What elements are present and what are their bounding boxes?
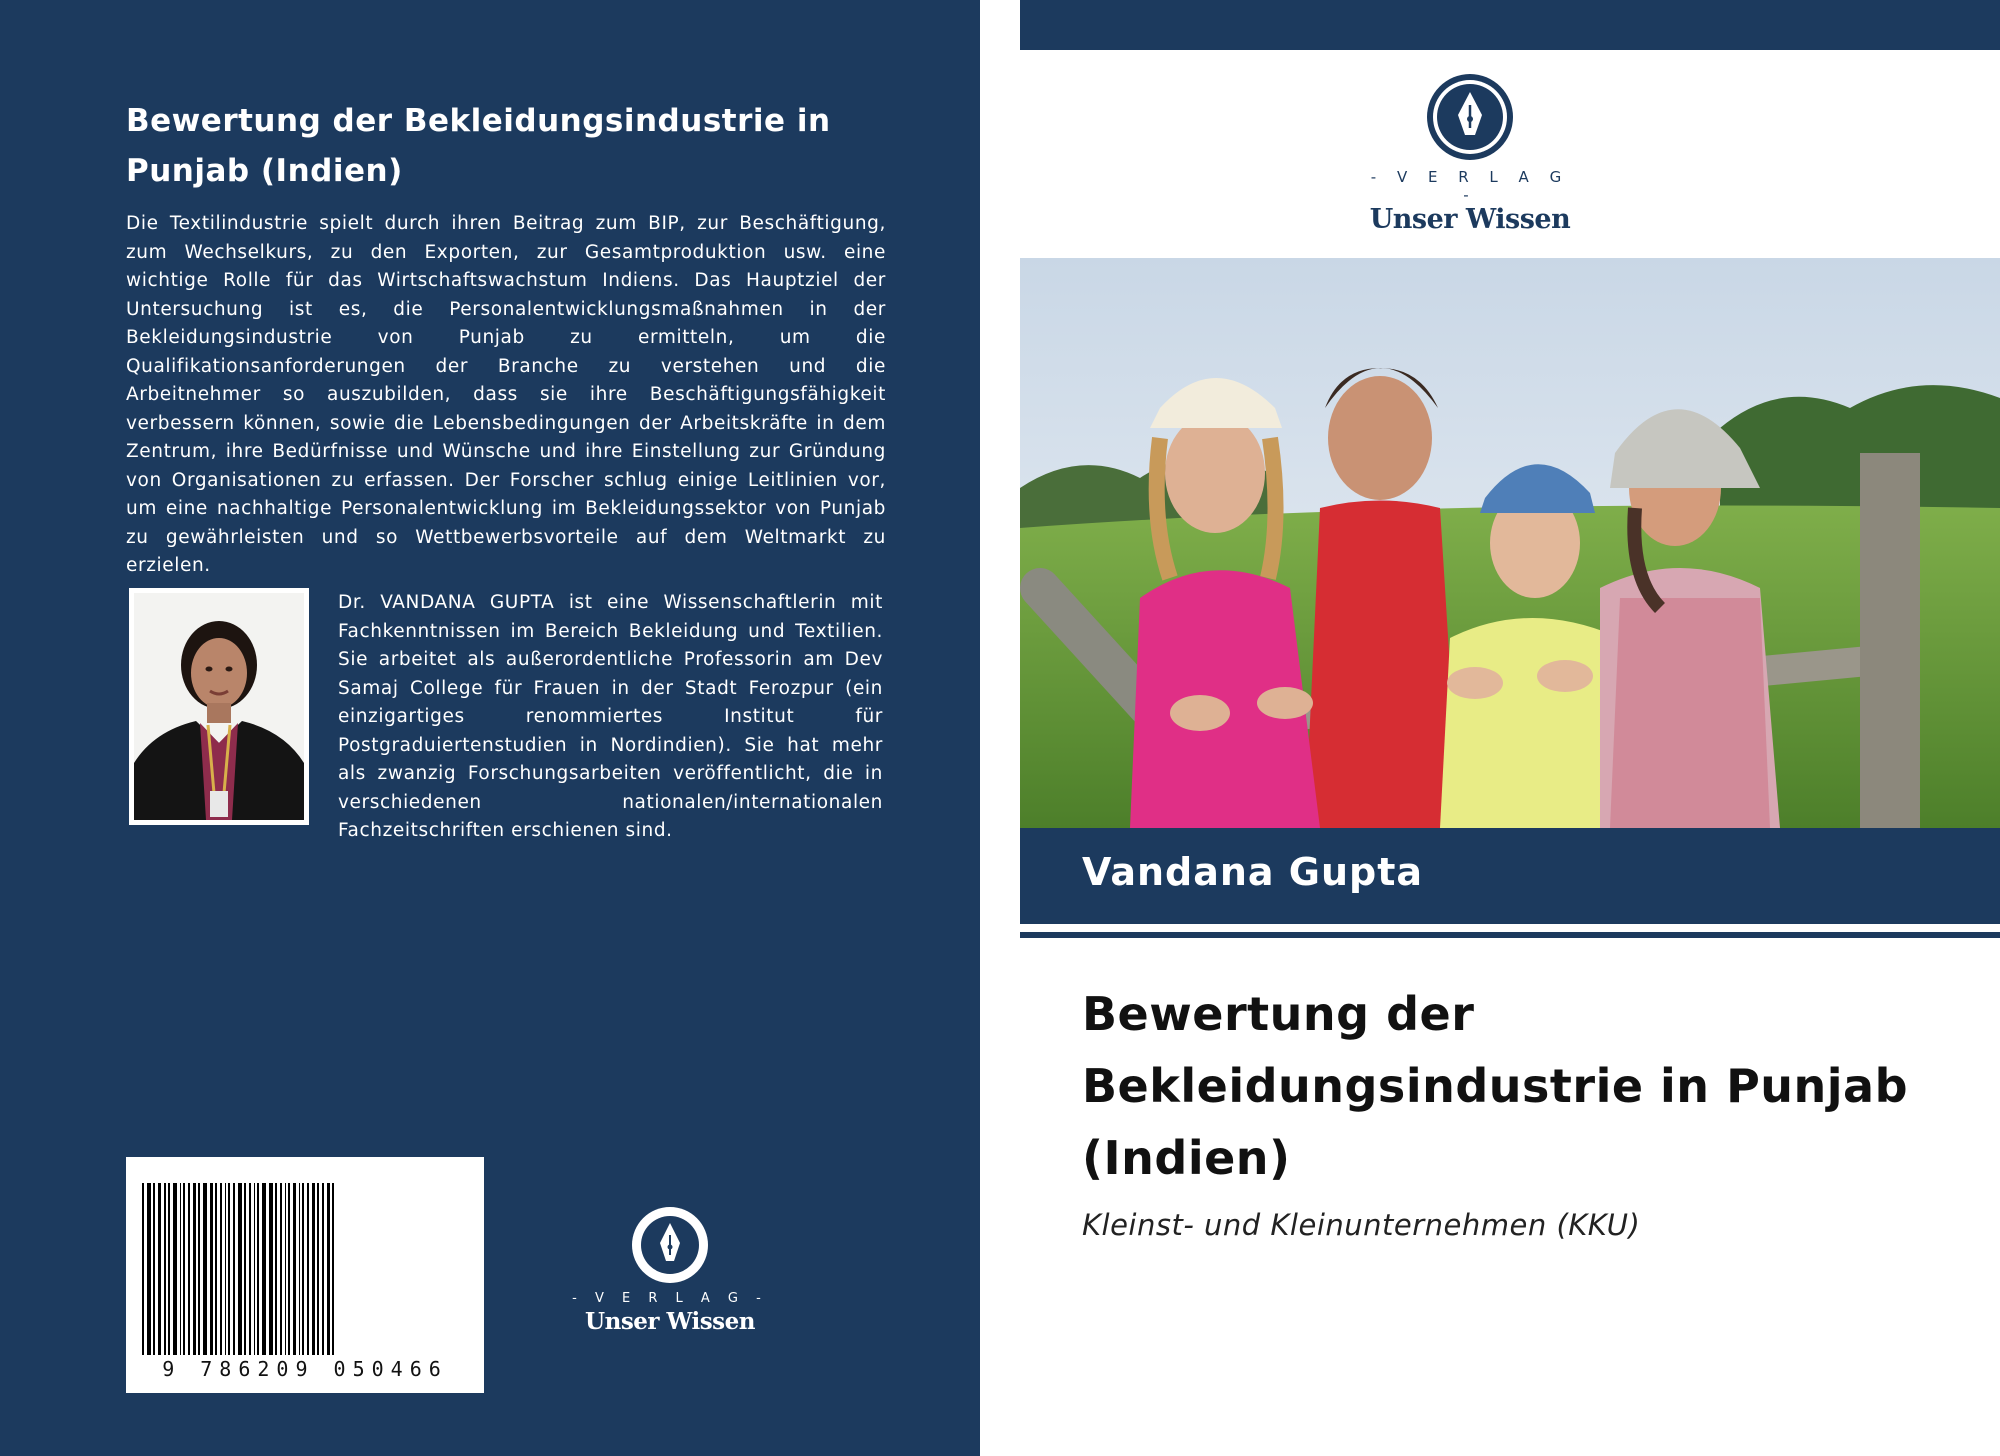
barcode-bar [332,1183,334,1355]
barcode-bar [164,1183,166,1355]
front-publisher-brand: Unser Wissen [1369,204,1571,235]
fountain-pen-seal-icon [1425,72,1515,162]
barcode-bar [312,1183,315,1355]
back-cover-title: Bewertung der Bekleidungsindustrie in Punjab (Indien) [126,103,831,189]
cover-photo [1020,258,2000,828]
barcode-bar [307,1183,309,1355]
fountain-pen-seal-icon [630,1205,710,1285]
back-cover-blurb: Die Textilindustrie spielt durch ihren Beitrag zum BIP, zur Beschäftigung, zum Wechselkurs, zu den Exporten, zur Gesamtproduktion usw. eine wichtige Rolle für das Wirtschaftswachstum Indiens. Das Hauptziel der Untersuchung ist es, die Personalentwicklungsmaßnahmen in der Bekleidungsindustrie von Punjab zu ermitteln, um die Qualifikationsanforderungen der Branche zu verstehen und die Arbeitnehmer so auszubilden, dass sie ihre Beschäftigungsfähigkeit verbessern können, sowie die Lebensbedingungen der Arbeitskräfte in dem Zentrum, ihre Bedürfnisse und Wünsche und ihre Einstellung zur Gründung von Organisationen zu erfassen. Der Forscher schlug einige Leitlinien vor, um eine nachhaltige Personalentwicklung im Bekleidungssektor von Punjab zu gewährleisten und so Wettbewerbsvorteile auf dem Weltmarkt zu erzielen. [126,213,886,576]
barcode-bar [275,1183,277,1355]
family-photo-image [1020,258,2000,828]
barcode-bar [203,1183,207,1355]
front-divider-line [1020,932,2000,938]
barcode-bar [193,1183,196,1355]
barcode-bar [244,1183,246,1355]
barcode-bar [210,1183,213,1355]
front-cover-subtitle: Kleinst- und Kleinunternehmen (KKU) [1082,1208,1641,1242]
author-name: Vandana Gupta [1082,850,1424,894]
spine-gap [980,0,1020,1456]
barcode-bar [269,1183,273,1355]
barcode-bar [293,1183,296,1355]
barcode-bar [317,1183,319,1355]
back-publisher-brand: Unser Wissen [585,1308,755,1335]
back-publisher-verlag-label: - V E R L A G - [572,1291,768,1306]
barcode-bar [249,1183,251,1355]
barcode-bar [142,1183,144,1355]
barcode-bar [288,1183,290,1355]
barcode-bar [233,1183,235,1355]
barcode-bar [254,1183,255,1355]
barcode-bar [180,1183,181,1355]
barcode-bar [327,1183,330,1355]
barcode-bar [168,1183,170,1355]
barcode-bar [285,1183,286,1355]
barcode-bar [322,1183,324,1355]
barcode-bar [158,1183,161,1355]
author-portrait-image [134,593,304,820]
back-cover [0,0,980,1456]
barcode-bar [262,1183,266,1355]
front-cover [1020,0,2000,1456]
barcode-bar [302,1183,304,1355]
front-publisher-verlag-label: - V E R L A G - [1370,168,1570,204]
author-biography: Dr. VANDANA GUPTA ist eine Wissenschaftlerin mit Fachkenntnissen im Bereich Bekleidung und Textilien. Sie arbeitet als außerordentliche Professorin am Dev Samaj College für Frauen in der Stadt Ferozpur (ein einzigartiges renommiertes Institut für Postgraduiertenstudien in Nordindien). Sie hat mehr als zwanzig Forschungsarbeiten veröffentlicht, die in verschiedenen nationalen/internationalen Fachzeitschriften erschienen sind. [338,592,883,841]
barcode-bar [153,1183,155,1355]
barcode-bar [257,1183,259,1355]
isbn-digits: 9 786209 050466 [162,1357,448,1381]
barcode-bar [198,1183,200,1355]
front-publisher-logo [1360,72,1580,235]
barcode-bar [225,1183,226,1355]
barcode-bar [215,1183,217,1355]
barcode-bar [280,1183,282,1355]
barcode-bar [188,1183,190,1355]
barcode-bar [220,1183,222,1355]
barcode-bar [299,1183,300,1355]
barcode-bar [238,1183,242,1355]
barcode-bar [183,1183,185,1355]
author-band [1020,828,2000,924]
front-cover-title: Bewertung der Bekleidungsindustrie in Punjab (Indien) [1082,987,1909,1185]
back-publisher-logo [570,1205,770,1335]
barcode-bar [147,1183,151,1355]
barcode-bar [173,1183,177,1355]
front-top-bar [1020,0,2000,50]
barcode-bar [228,1183,230,1355]
author-photo [129,588,309,825]
